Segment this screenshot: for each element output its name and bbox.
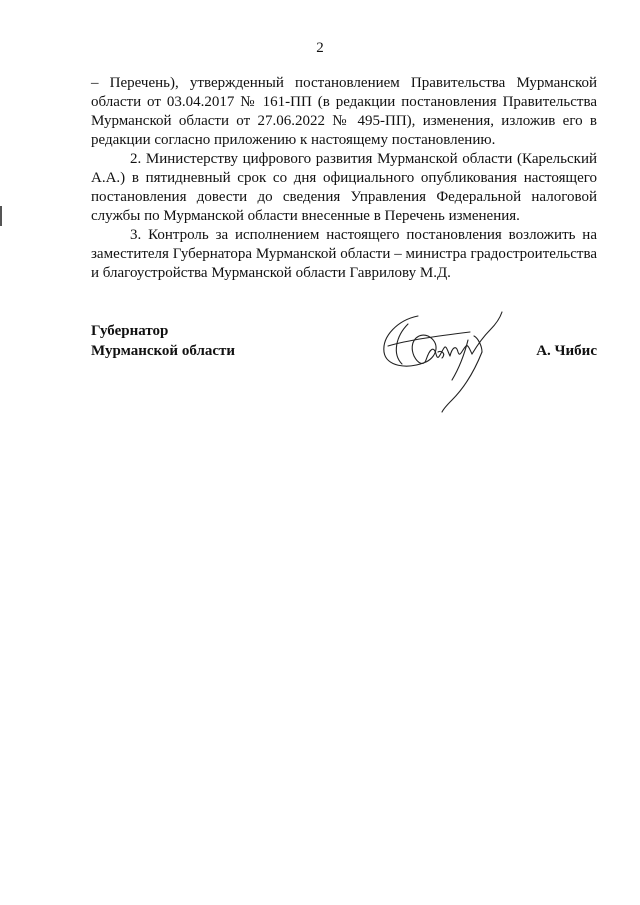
signatory-position-line2: Мурманской области bbox=[91, 343, 236, 359]
handwritten-signature bbox=[378, 296, 508, 420]
signatory-name: А. Чибис bbox=[536, 343, 597, 359]
scan-edge-mark bbox=[0, 206, 2, 226]
paragraph-3: 3. Контроль за исполнением настоящего постановления возложить на заместителя Губернатора Мурманской области – министра градостроительства и благоустройства Мурманской области Гаврилову М.Д. bbox=[91, 227, 597, 281]
paragraph-2: 2. Министерству цифрового развития Мурманской области (Карельский А.А.) в пятидневный срок со дня официального опубликования настоящего постановления довести до сведения Управления Федеральной налоговой службы по Мурманской области внесенные в Перечень изменения. bbox=[91, 151, 597, 224]
page-number: 2 bbox=[316, 40, 324, 56]
signatory-position bbox=[91, 321, 235, 361]
signatory-position-line1: Губернатор bbox=[91, 323, 169, 339]
document-body bbox=[91, 74, 597, 283]
paragraph-1: – Перечень), утвержденный постановлением Правительства Мурманской области от 03.04.2017 № 161-ПП (в редакции постановления Правительства Мурманской области от 27.06.2022 № 495-ПП), изменения, изложив его в редакции согласно приложению к настоящему постановлению. bbox=[91, 75, 597, 148]
